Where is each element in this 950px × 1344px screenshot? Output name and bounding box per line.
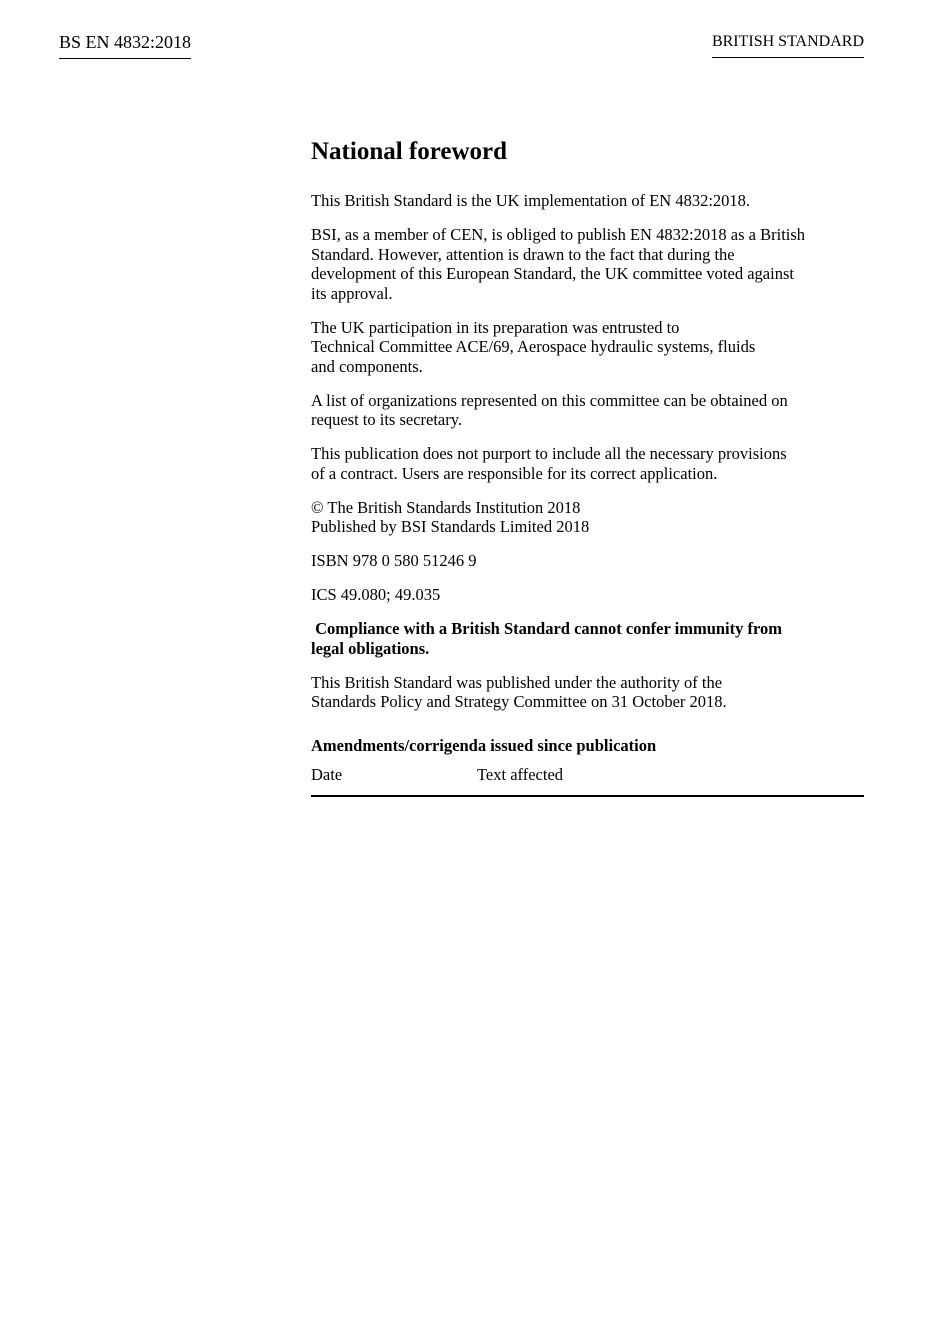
compliance-notice (311, 619, 864, 658)
page-title: National foreword (311, 138, 508, 165)
text-line: Technical Committee ACE/69, Aerospace hydraulic systems, fluids (311, 337, 756, 356)
committee-paragraph (311, 318, 864, 377)
text-line: its approval. (311, 283, 393, 303)
text-line: © The British Standards Institution 2018 (311, 497, 581, 517)
text-line: Published by BSI Standards Limited 2018 (311, 517, 590, 536)
text-line: and components. (311, 356, 423, 376)
text-affected-column-header: Text affected (477, 765, 564, 784)
text-line: A list of organizations represented on this committee can be obtained on (311, 390, 788, 410)
ics-codes (311, 585, 864, 605)
text-line: This British Standard was published under the authority of the (311, 672, 723, 692)
organizations-paragraph (311, 391, 864, 430)
text-line: ICS 49.080; 49.035 (311, 585, 441, 604)
text-line: ISBN 978 0 580 51246 9 (311, 551, 477, 570)
text-line: This publication does not purport to include all the necessary provisions (311, 444, 787, 463)
text-line: BSI, as a member of CEN, is obliged to publish EN 4832:2018 as a British (311, 225, 806, 244)
provisions-paragraph (311, 444, 864, 483)
copyright-paragraph (311, 498, 864, 537)
date-column-header: Date (311, 765, 343, 784)
cen-obligation-paragraph (311, 225, 864, 303)
amendments-table (311, 765, 864, 797)
implementation-paragraph (311, 191, 864, 211)
amendments-heading: Amendments/corrigenda issued since publication (311, 735, 657, 755)
document-type: BRITISH STANDARD (712, 31, 864, 58)
text-line: of a contract. Users are responsible for its correct application. (311, 463, 718, 483)
text-line: The UK participation in its preparation was entrusted to (311, 317, 680, 337)
text-line: request to its secretary. (311, 410, 463, 429)
text-line: Standards Policy and Strategy Committee on 31 October 2018. (311, 692, 727, 711)
authority-paragraph (311, 673, 864, 712)
text-line: legal obligations. (311, 638, 430, 658)
isbn (311, 551, 864, 571)
text-line: This British Standard is the UK implementation of EN 4832:2018. (311, 191, 751, 210)
text-line: Compliance with a British Standard cannot confer immunity from (311, 619, 783, 638)
national-foreword (311, 136, 864, 797)
text-line: Standard. However, attention is drawn to the fact that during the (311, 244, 735, 264)
document-id: BS EN 4832:2018 (59, 30, 191, 59)
text-line: development of this European Standard, the UK committee voted against (311, 264, 794, 283)
